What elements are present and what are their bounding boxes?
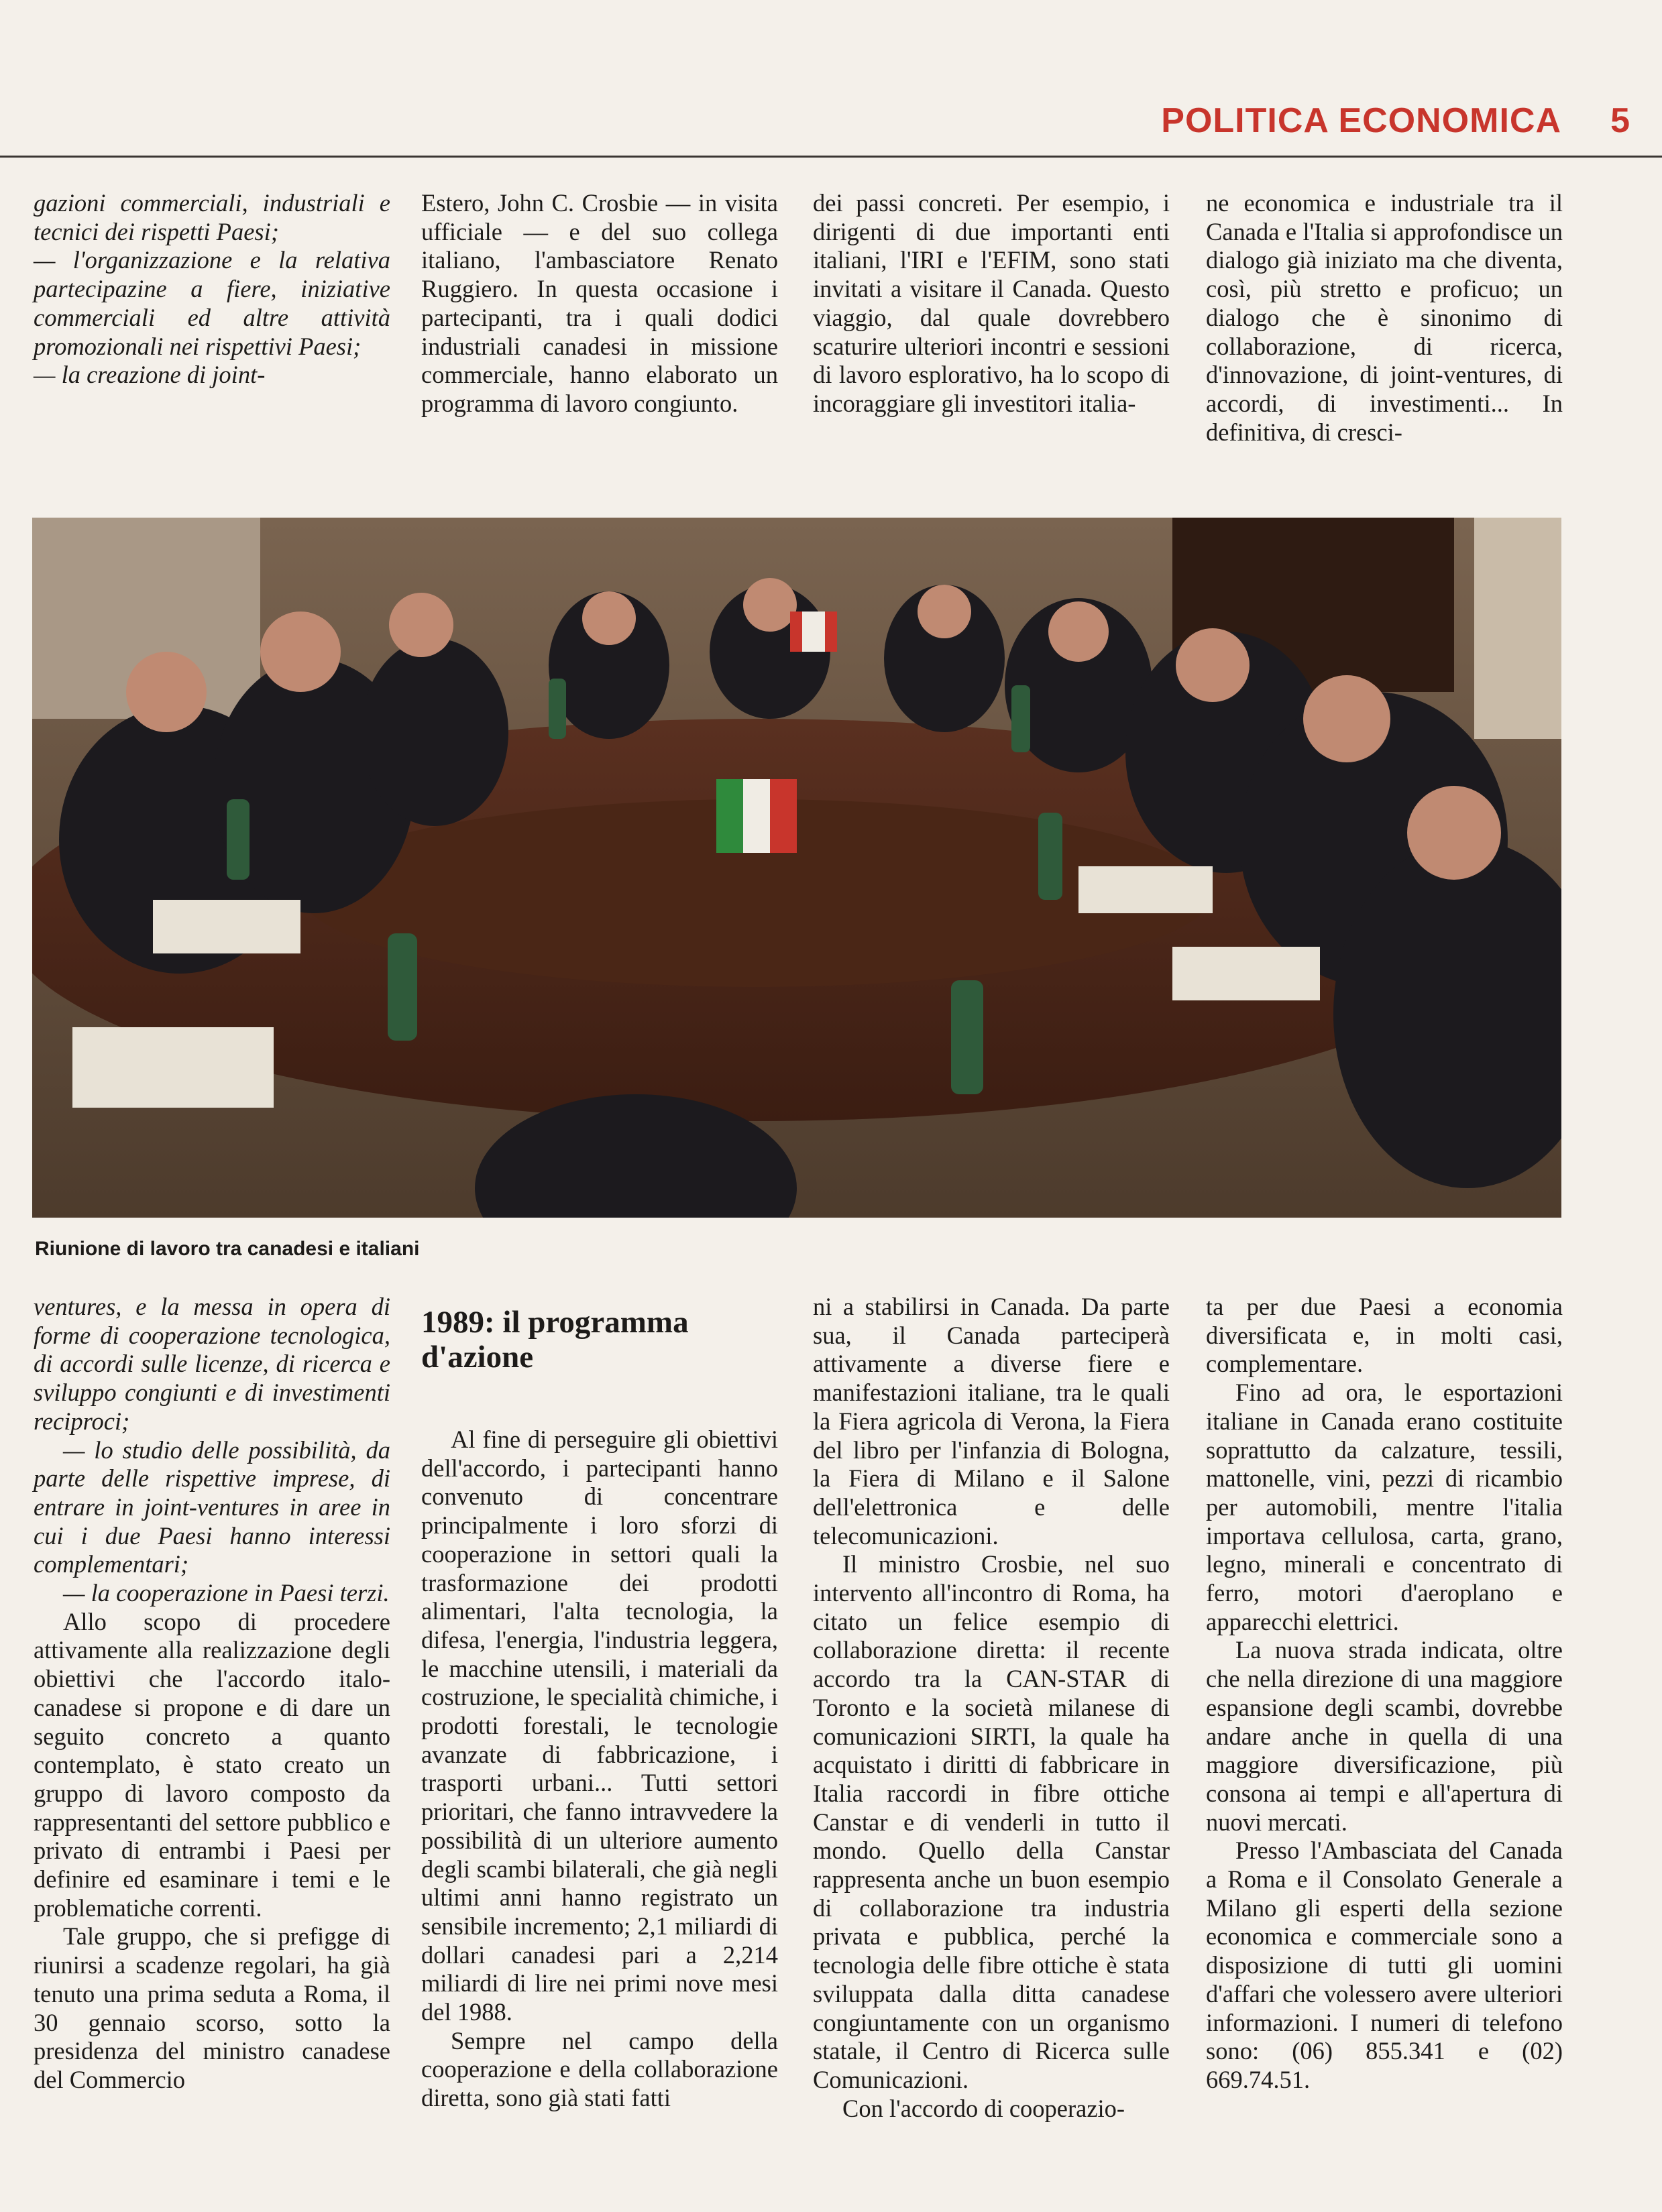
paragraph: ni a stabilirsi in Canada. Da parte sua, il Canada parteciperà attivamente a diverse fiere e manifestazioni italiane, tra le quali la Fiera agricola di Verona, la Fiera del libro per l'infanzia di Bologna, la Fiera di Milano e il Salone dell'elettronica e delle telecomunicazioni. (813, 1293, 1170, 1550)
subheading: 1989: il programma d'azione (421, 1305, 689, 1375)
paragraph: ne economica e industriale tra il Canada e l'Italia si approfondisce un dialogo già iniziato ma che diventa, così, più stretto e proficuo; un dialogo che è sinonimo di collaborazione, di ricerca, d'innovazione, di joint-ventures, di accordi, di investimenti... In definitiva, di cresci- (1206, 189, 1563, 446)
meeting-photo-illustration (32, 518, 1561, 1218)
bottom-column-2 (421, 1293, 778, 2138)
top-column-3 (813, 189, 1170, 451)
paragraph: ta per due Paesi a economia diversificata e, in molti casi, complementare. (1206, 1293, 1563, 1378)
paragraph: Presso l'Ambasciata del Canada a Roma e il Consolato Generale a Milano gli esperti della sezione economica e commerciale sono a disposizione di tutti gli uomini d'affari che volessero avere ulteriori informazioni. I numeri di telefono sono: (06) 855.341 e (02) 669.74.51. (1206, 1837, 1563, 2093)
paragraph: ventures, e la messa in opera di forme di cooperazione tecnologica, di accordi sulle licenze, di ricerca e sviluppo congiunti e di investimenti reciproci; (34, 1293, 390, 1435)
section-title: POLITICA ECONOMICA (1161, 101, 1561, 140)
top-column-4 (1206, 189, 1563, 451)
paragraph: Con l'accordo di cooperazio- (842, 2094, 1125, 2122)
header-rule (0, 156, 1662, 158)
paragraph: Sempre nel campo della cooperazione e della collaborazione diretta, sono già stati fatti (421, 2026, 778, 2112)
meeting-photo (32, 518, 1561, 1218)
bottom-column-4 (1206, 1293, 1563, 2138)
paragraph: — l'organizzazione e la relativa partecipazine a fiere, iniziative commerciali ed altre attività promozionali nei rispettivi Paesi; (34, 246, 390, 360)
paragraph: Fino ad ora, le esportazioni italiane in Canada erano costituite soprattutto da calzature, tessili, mattonelle, vini, pezzi di ricambio per automobili, mentre l'italia importava cellulosa, carta, grano, legno, minerali e concentrato di ferro, motori d'aeroplano e apparecchi elettrici. (1206, 1379, 1563, 1635)
bottom-column-3 (813, 1293, 1170, 2138)
page-number: 5 (1610, 101, 1630, 140)
paragraph: La nuova strada indicata, oltre che nella direzione di una maggiore espansione degli scambi, dovrebbe andare anche in quella di una maggiore diversificazione, più consona ai tempi e all'apertura di nuovi mercati. (1206, 1636, 1563, 1836)
paragraph: gazioni commerciali, industriali e tecnici dei rispetti Paesi; (34, 189, 390, 245)
paragraph: Tale gruppo, che si prefigge di riunirsi a scadenze regolari, ha già tenuto una prima seduta a Roma, il 30 gennaio scorso, sotto la presidenza del ministro canadese del Commercio (34, 1922, 390, 2093)
top-column-1 (34, 189, 390, 451)
paragraph: Allo scopo di procedere attivamente alla realizzazione degli obiettivi che l'accordo italo-canadese si propone e di dare un seguito concreto a quanto contemplato, è stato creato un gruppo di lavoro composto da rappresentanti del settore pubblico e privato di entrambi i Paesi per definire ed esaminare i temi e le problematiche correnti. (34, 1607, 390, 1922)
bottom-column-1 (34, 1293, 390, 2138)
paragraph: — la creazione di joint- (34, 361, 266, 389)
photo-caption: Riunione di lavoro tra canadesi e italiani (35, 1238, 420, 1260)
paragraph: — la cooperazione in Paesi terzi. (63, 1579, 390, 1607)
paragraph: Al fine di perseguire gli obiettivi dell'accordo, i partecipanti hanno convenuto di concentrare principalmente i loro sforzi di cooperazione in settori quali la trasformazione dei prodotti alimentari, l'alta tecnologia, la difesa, l'energia, l'industria leggera, le macchine utensili, i materiali da costruzione, le specialità chimiche, i prodotti forestali, le tecnologie avanzate di fabbricazione, i trasporti urbani... Tutti settori prioritari, che fanno intravvedere la possibilità di un ulteriore aumento degli scambi bilaterali, che già negli ultimi anni hanno registrato un sensibile incremento; 2,1 miliardi di dollari canadesi pari a 2,214 miliardi di lire nei primi nove mesi del 1988. (421, 1425, 778, 2026)
paragraph: Il ministro Crosbie, nel suo intervento all'incontro di Roma, ha citato un felice esempio di collaborazione diretta: il recente accordo tra la CAN-STAR di Toronto e la società milanese di comunicazioni SIRTI, la quale ha acquistato i diritti di fabbricare in Italia raccordi in fibre ottiche Canstar e di venderli in tutto il mondo. Quello della Canstar rappresenta anche un buon esempio di collaborazione tra industria privata e pubblica, perché la tecnologia delle fibre ottiche è stata sviluppata dalla ditta canadese congiuntamente con un organismo statale, il Centro di Ricerca sulle Comunicazioni. (813, 1550, 1170, 2093)
top-column-2 (421, 189, 778, 451)
paragraph: dei passi concreti. Per esempio, i dirigenti di due importanti enti italiani, l'IRI e l'EFIM, sono stati invitati a visitare il Canada. Questo viaggio, dal quale dovrebbero scaturire ulteriori incontri e sessioni di lavoro esplorativo, ha lo scopo di incoraggiare gli investitori italia- (813, 189, 1170, 417)
paragraph: — lo studio delle possibilità, da parte delle rispettive imprese, di entrare in joint-ventures in aree in cui i due Paesi hanno interessi complementari; (34, 1436, 390, 1578)
paragraph: Estero, John C. Crosbie — in visita ufficiale — e del suo collega italiano, l'ambasciatore Renato Ruggiero. In questa occasione i partecipanti, tra i quali dodici industriali canadesi in missione commerciale, hanno elaborato un programma di lavoro congiunto. (421, 189, 778, 417)
page-header (0, 94, 1662, 161)
